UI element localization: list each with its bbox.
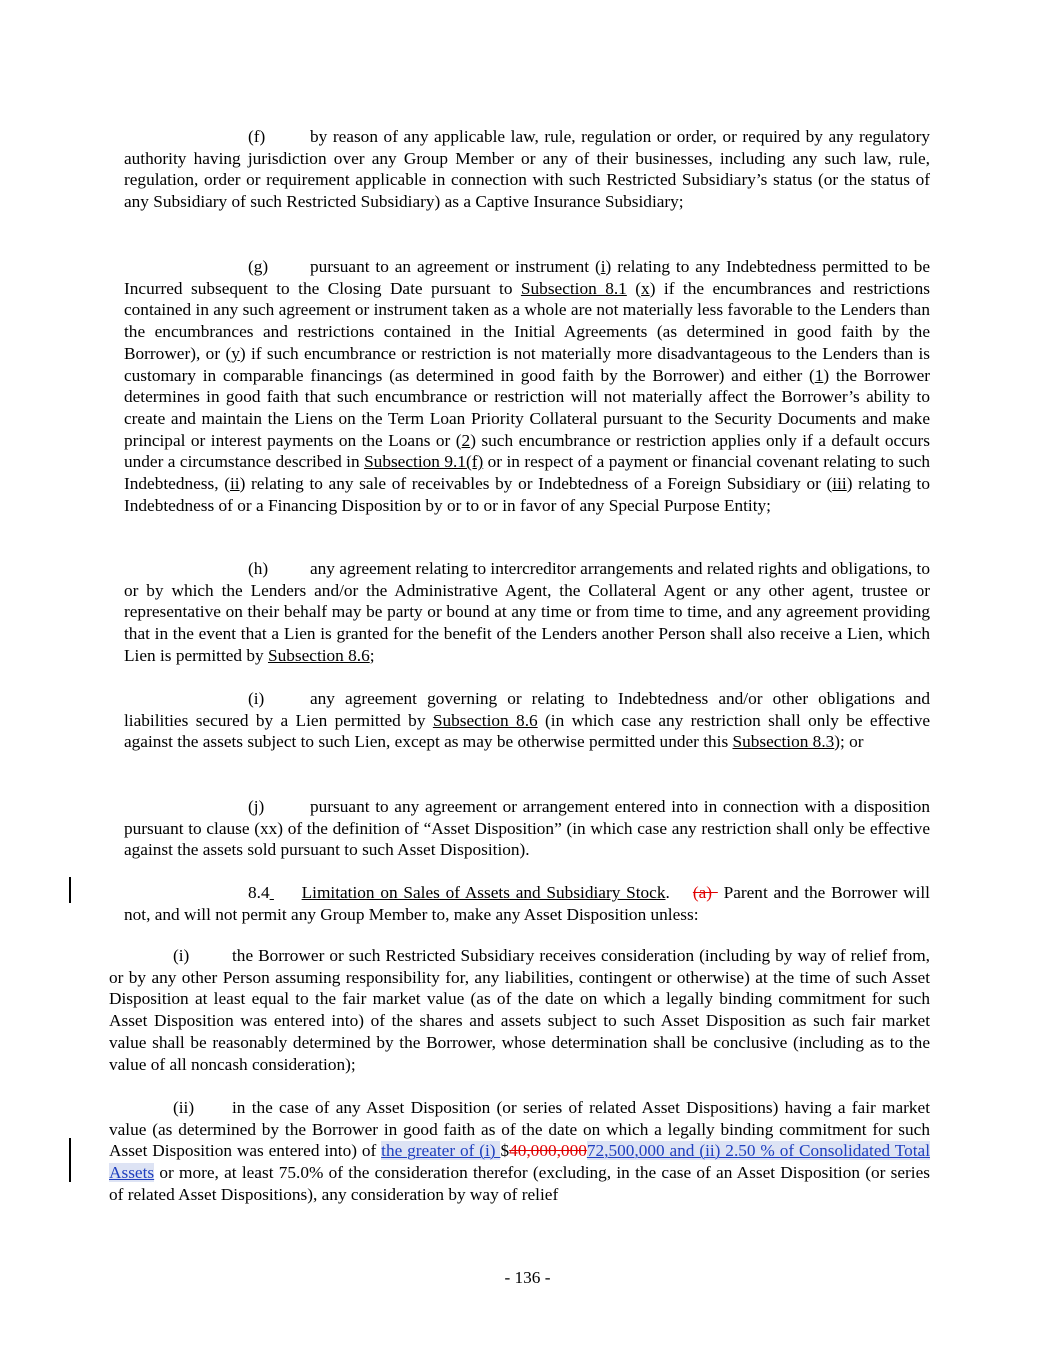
subsection-reference: Subsection 8.1 — [520, 278, 627, 298]
section-heading: Limitation on Sales of Assets and Subsidiary Stock — [301, 883, 666, 902]
text-segment: any agreement governing or relating to Indebtedness and/or other obligations and liabilities secured by a Lien permitted by — [124, 689, 930, 730]
y-marker: y — [231, 343, 240, 363]
section-number: 8.4 — [248, 883, 270, 902]
change-bar — [69, 877, 71, 903]
subsection-reference: Subsection 9.1(f) — [364, 452, 484, 472]
text-segment: (in which case any restriction shall only be effective against the assets subject to such Lien, except as may be otherwise permitted under this — [124, 710, 931, 752]
clause-label: (f) — [248, 127, 266, 146]
text-segment: ) such encumbrance or restriction applies only if a default occurs under a circumstance described in — [124, 430, 930, 472]
page-number: - 136 - — [504, 1268, 551, 1287]
text-segment: ) relating to any Indebtedness permitted to be Incurred subsequent to the Closing Date pursuant to — [124, 257, 931, 298]
heading-period: . — [665, 883, 670, 902]
subsection-reference: Subsection 8.6 — [432, 710, 538, 730]
numeral-2-marker: 2 — [461, 430, 471, 450]
text-segment: $ — [500, 1141, 510, 1161]
text-segment: or more, at least 75.0% of the consideration therefor (excluding, in the case of an Asset Disposition (or series of related Asset Dispositions), any consideration by way of relief — [109, 1163, 930, 1204]
clause-label: (g) — [248, 257, 269, 276]
text-segment: ) if such encumbrance or restriction is not materially more disadvantageous to the Lenders than is customary in comparable financings (as determined in good faith by the Borrower) and either ( — [124, 343, 930, 385]
inserted-text: 72,500,000 and (ii) 2.50 % of Consolidated Total Assets — [109, 1141, 931, 1183]
clause-label: (i) — [248, 689, 265, 708]
text-segment: ); or — [834, 732, 864, 752]
deleted-text: (a) — [692, 883, 718, 902]
clause-label: (j) — [248, 797, 265, 816]
text-segment: ; — [369, 645, 375, 665]
paragraph-j — [124, 796, 930, 861]
text-segment: ) if the encumbrances and restrictions contained in any such agreement or instrument taken as a whole are not materially less favorable to the Lenders than the encumbrances and restrictions contained in the Initial Agreements (as determined in good faith by the Borrower), or ( — [124, 278, 930, 363]
paragraph-h — [124, 558, 930, 667]
clause-ii — [109, 1097, 930, 1206]
subsection-reference: Subsection 8.3 — [732, 732, 835, 752]
text-segment: pursuant to an agreement or instrument ( — [310, 257, 601, 276]
paragraph-i — [124, 688, 930, 753]
paragraph-f — [124, 126, 930, 213]
paragraph-text: pursuant to any agreement or arrangement entered into in connection with a disposition pursuant to clause (xx) of the definition of “Asset Disposition” (in which case any restriction shall only be effective against the assets sold pursuant to such Asset Disposition). — [124, 797, 930, 860]
paragraph-text: by reason of any applicable law, rule, regulation or order, or required by any regulatory authority having jurisdiction over any Group Member or any of their businesses, including any such law, rule, regulation, order or requirement applicable in connection with such Restricted Subsidiary’s status (or the status of any Subsidiary of such Restricted Subsidiary) as a Captive Insurance Subsidiary; — [124, 127, 930, 212]
subsection-reference: Subsection 8.6 — [267, 645, 370, 665]
clause-label: (h) — [248, 559, 269, 578]
roman-iii-marker: iii — [832, 474, 847, 494]
paragraph-text: the Borrower or such Restricted Subsidiary receives consideration (including by way of relief from, or by any other Person assuming responsibility for, any liabilities, contingent or otherwise) at the time of such Asset Disposition at least equal to the fair market value (as of the date on which a legally binding commitment for such Asset Disposition was entered into) of the shares and assets subject to such Asset Disposition as such fair market value shall be reasonably determined by the Borrower, whose determination shall be conclusive (including as to the value of all noncash consideration); — [109, 946, 930, 1074]
change-bar — [69, 1138, 71, 1182]
clause-label: (i) — [173, 946, 190, 965]
text-segment: any agreement relating to intercreditor arrangements and related rights and obligations, to or by which the Lenders and/or the Administrative Agent, the Collateral Agent or any other agent, trustee or representative on their behalf may be party or bound at any time or from time to time, and any agreement providing that in the event that a Lien is granted for the benefit of the Lenders another Person shall also receive a Lien, which Lien is permitted by — [124, 559, 930, 665]
deleted-text: 40,000,000 — [509, 1141, 587, 1161]
numeral-1-marker: 1 — [814, 365, 824, 385]
text-segment: in the case of any Asset Disposition (or series of related Asset Dispositions) having a fair market value (as determined by the Borrower in good faith as of the date on which a legally binding commitment for such Asset Disposition was entered into) of — [109, 1098, 930, 1161]
text-segment: ( — [626, 278, 642, 298]
paragraph-text: Parent and the Borrower will not, and will not permit any Group Member to, make any Asset Disposition unless: — [124, 883, 930, 924]
x-marker: x — [641, 278, 650, 298]
text-segment: ) relating to Indebtedness of or a Financing Disposition by or to or in favor of any Special Purpose Entity; — [124, 474, 930, 515]
section-8-4 — [124, 882, 930, 925]
text-segment: ) relating to any sale of receivables by or Indebtedness of a Foreign Subsidiary or ( — [239, 474, 833, 494]
section-heading-gap — [270, 882, 302, 904]
roman-ii-marker: ii — [229, 474, 240, 494]
text-segment: or in respect of a payment or financial covenant relating to such Indebtedness, ( — [124, 452, 931, 494]
text-segment: ) the Borrower determines in good faith that such encumbrance or restriction will not materially affect the Borrower’s ability to create and maintain the Liens on the Term Loan Priority Collateral pursuant to the Security Documents and make principal or interest payments on the Loans or ( — [124, 365, 930, 450]
roman-i-marker: i — [600, 257, 606, 276]
clause-i — [109, 945, 930, 1075]
paragraph-g — [124, 256, 930, 516]
clause-label: (ii) — [173, 1098, 195, 1117]
inserted-text: the greater of (i) — [381, 1141, 501, 1161]
